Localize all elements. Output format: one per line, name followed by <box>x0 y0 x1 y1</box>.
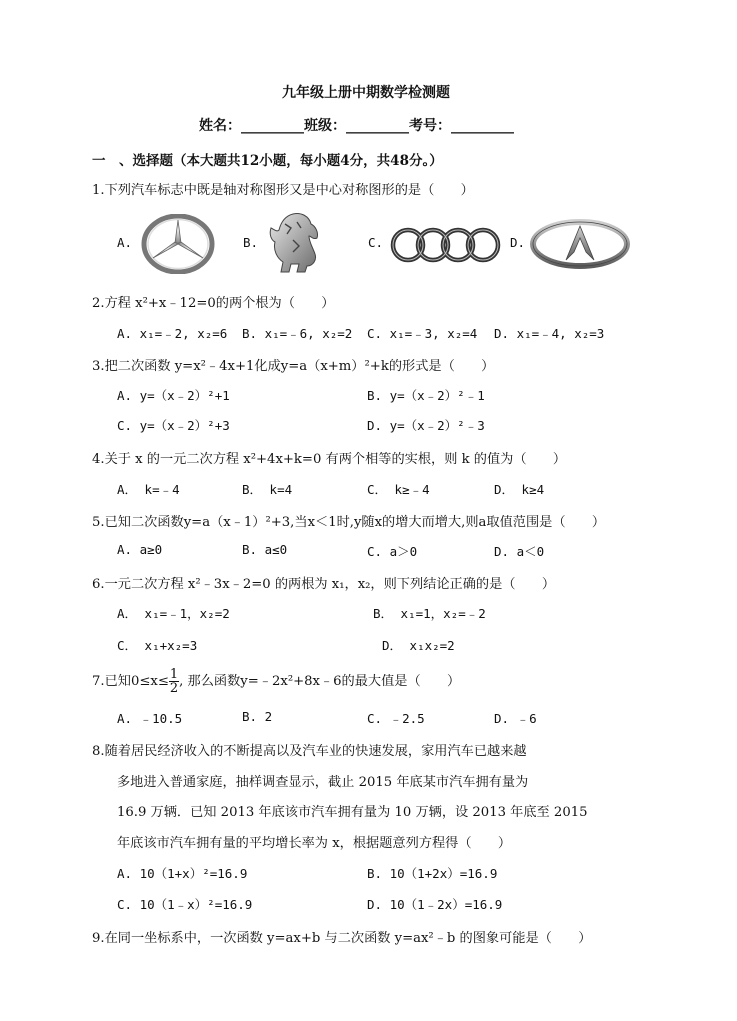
q2-option-a: A. x₁=﹣2, x₂=6 <box>117 326 228 341</box>
question-4-stem: 4.关于 x 的一元二次方程 x²+4x+k=0 有两个相等的实根，则 k 的值为（ ） <box>92 452 567 467</box>
q1-option-label-a: A. <box>117 235 133 250</box>
mercedes-logo-icon <box>141 214 215 278</box>
fraction-one-half <box>169 668 179 695</box>
student-info-fields: 姓名：_________班级：_________考号：_________ <box>199 118 514 134</box>
fraction-denominator: 2 <box>169 681 179 696</box>
q3-option-a: A. y=（x﹣2）²+1 <box>117 388 230 403</box>
q2-option-d: D. x₁=﹣4, x₂=3 <box>494 326 605 341</box>
q2-option-b: B. x₁=﹣6, x₂=2 <box>242 326 353 341</box>
q7-option-d: D. ﹣6 <box>494 711 537 726</box>
q4-option-b: B． k=4 <box>242 482 293 497</box>
q6-option-d: D． x₁x₂=2 <box>382 638 455 653</box>
q4-option-d: D． k≥4 <box>494 482 545 497</box>
question-1-stem: 1.下列汽车标志中既是轴对称图形又是中心对称图形的是（ ） <box>92 183 474 198</box>
question-8-line-1: 8.随着居民经济收入的不断提高以及汽车业的快速发展，家用汽车已越来越 <box>92 744 527 759</box>
q7-stem-before: 7.已知0≤x≤ <box>92 674 169 689</box>
question-2-stem: 2.方程 x²+x﹣12=0的两个根为（ ） <box>92 296 335 311</box>
q8-option-a: A. 10（1+x）²=16.9 <box>117 866 248 881</box>
q5-option-a: A. a≥0 <box>117 542 163 557</box>
page-title: 九年级上册中期数学检测题 <box>282 85 450 101</box>
q7-stem-after: , 那么函数y=﹣2x²+8x﹣6的最大值是（ ） <box>179 674 461 689</box>
q3-option-d: D. y=（x﹣2）²﹣3 <box>367 418 485 433</box>
question-6-stem: 6.一元二次方程 x²﹣3x﹣2=0 的两根为 x₁，x₂，则下列结论正确的是（ ） <box>92 577 556 592</box>
infiniti-logo-icon <box>530 218 630 274</box>
q8-option-c: C. 10（1﹣x）²=16.9 <box>117 897 253 912</box>
fraction-numerator: 1 <box>169 667 179 682</box>
q5-option-b: B. a≤0 <box>242 542 288 557</box>
q6-option-a: A． x₁=﹣1，x₂=2 <box>117 606 230 621</box>
question-3-stem: 3.把二次函数 y=x²﹣4x+1化成y=a（x+m）²+k的形式是（ ） <box>92 359 495 374</box>
q1-option-label-b: B. <box>243 235 259 250</box>
question-7-stem <box>92 668 460 695</box>
question-8-line-3: 16.9 万辆．已知 2013 年底该市汽车拥有量为 10 万辆，设 2013 年底至 2015 <box>117 805 588 820</box>
q7-option-b: B. 2 <box>242 709 273 724</box>
q1-option-label-d: D. <box>510 235 526 250</box>
q3-option-b: B. y=（x﹣2）²﹣1 <box>367 388 485 403</box>
q3-option-c: C. y=（x﹣2）²+3 <box>117 418 230 433</box>
q4-option-a: A． k=﹣4 <box>117 482 180 497</box>
q1-option-label-c: C. <box>368 235 384 250</box>
question-9-stem: 9.在同一坐标系中，一次函数 y=ax+b 与二次函数 y=ax²﹣b 的图象可能是（ ） <box>92 931 592 946</box>
section-heading: 一 、选择题（本大题共12小题，每小题4分，共48分。） <box>92 153 443 169</box>
q6-option-c: C． x₁+x₂=3 <box>117 638 198 653</box>
q2-option-c: C. x₁=﹣3, x₂=4 <box>367 326 478 341</box>
q5-option-d: D. a＜0 <box>494 544 545 559</box>
question-5-stem: 5.已知二次函数y=a（x﹣1）²+3,当x＜1时,y随x的增大而增大,则a取值范围是（ ） <box>92 515 606 530</box>
question-8-line-2: 多地进入普通家庭，抽样调查显示，截止 2015 年底某市汽车拥有量为 <box>117 775 529 790</box>
q8-option-d: D. 10（1﹣2x）=16.9 <box>367 897 503 912</box>
q5-option-c: C. a＞0 <box>367 544 418 559</box>
question-8-line-4: 年底该市汽车拥有量的平均增长率为 x，根据题意列方程得（ ） <box>117 836 512 851</box>
q8-option-b: B. 10（1+2x）=16.9 <box>367 866 498 881</box>
q7-option-a: A. ﹣10.5 <box>117 711 183 726</box>
q4-option-c: C． k≥﹣4 <box>367 482 430 497</box>
peugeot-lion-logo-icon <box>263 210 323 278</box>
audi-rings-logo-icon <box>389 224 503 270</box>
q7-option-c: C. ﹣2.5 <box>367 711 425 726</box>
q6-option-b: B． x₁=1，x₂=﹣2 <box>373 606 486 621</box>
